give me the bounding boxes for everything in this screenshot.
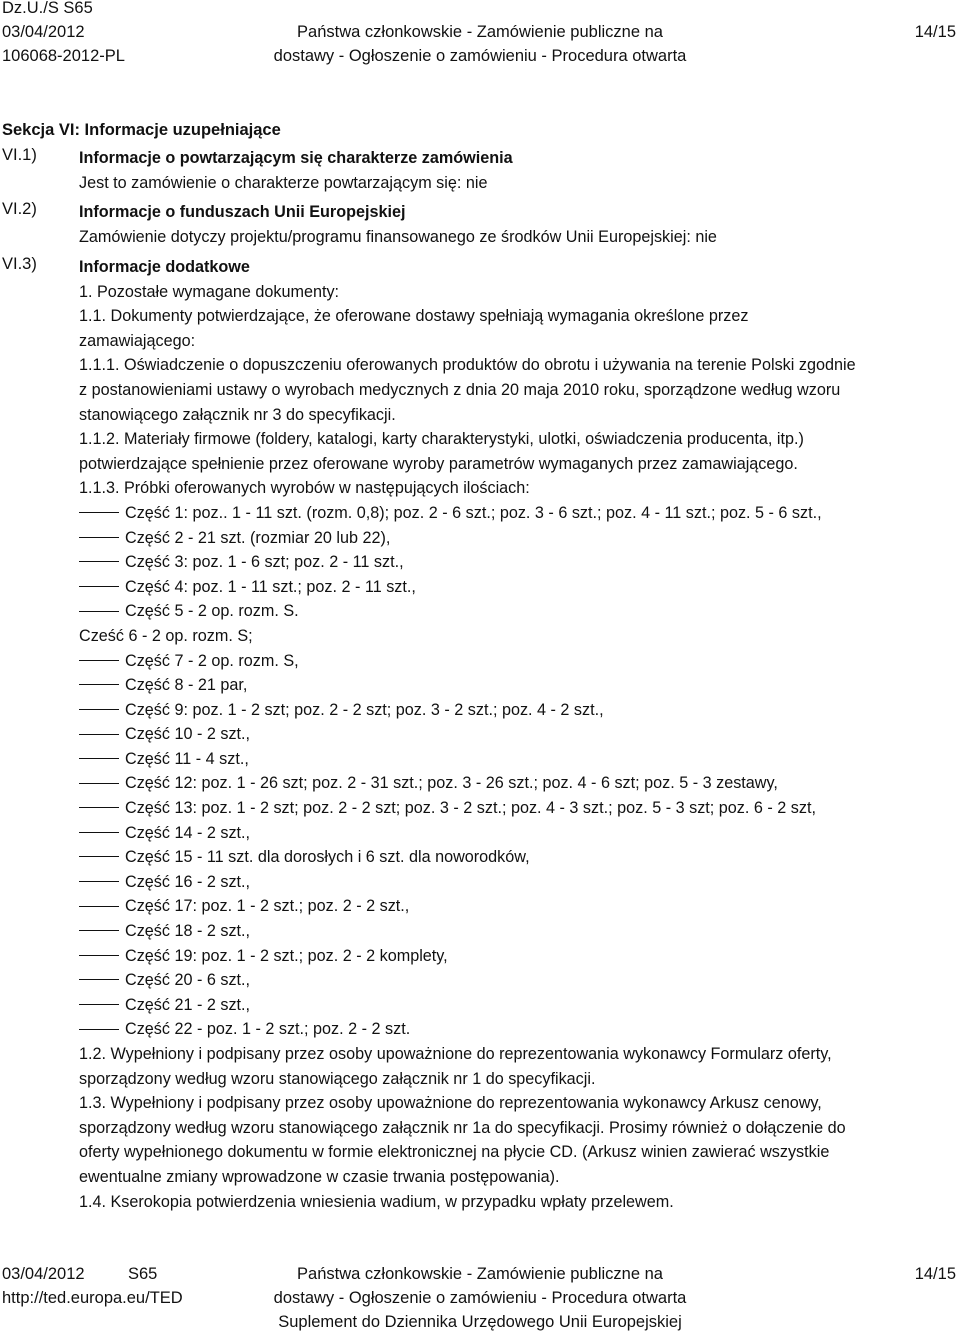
- section-number: VI.1): [2, 146, 37, 164]
- additional-info: [79, 280, 954, 1215]
- line-text: Część 16 - 2 szt.,: [125, 872, 251, 891]
- list-item: [79, 870, 954, 895]
- list-item: [79, 894, 954, 919]
- line-text: Część 10 - 2 szt.,: [125, 725, 251, 744]
- line-text: stanowiącego załącznik nr 3 do specyfikacji.: [79, 405, 396, 424]
- text-line: [79, 1116, 954, 1141]
- line-text: Część 17: poz. 1 - 2 szt.; poz. 2 - 2 szt.,: [125, 897, 410, 916]
- list-item: [79, 698, 954, 723]
- dash-marker: [79, 979, 119, 980]
- line-text: oferty wypełnionego dokumentu w formie elektronicznej na płycie CD. (Arkusz winien zawierać wszystkie: [79, 1143, 830, 1162]
- list-item: [79, 649, 954, 674]
- text-line: [79, 1165, 954, 1190]
- list-item: [79, 796, 954, 821]
- text-line: [79, 624, 954, 649]
- list-item: [79, 501, 954, 526]
- line-text: 1.1.1. Oświadczenie o dopuszczeniu oferowanych produktów do obrotu i używania na terenie Polski zgodnie: [79, 356, 856, 375]
- list-item: [79, 993, 954, 1018]
- text-line: [79, 280, 954, 305]
- line-text: Część 12: poz. 1 - 26 szt; poz. 2 - 31 szt.; poz. 3 - 26 szt.; poz. 4 - 6 szt; poz. 5 - 3 zestawy,: [125, 774, 778, 793]
- list-item: [79, 1017, 954, 1042]
- section-item: [79, 200, 954, 249]
- list-item: [79, 526, 954, 551]
- dash-marker: [79, 660, 119, 661]
- line-text: Część 22 - poz. 1 - 2 szt.; poz. 2 - 2 szt.: [125, 1020, 411, 1039]
- dash-marker: [79, 561, 119, 562]
- text-line: [79, 476, 954, 501]
- notice-number: 106068-2012-PL: [2, 47, 125, 65]
- dash-marker: [79, 832, 119, 833]
- line-text: 1.4. Kserokopia potwierdzenia wniesienia wadium, w przypadku wpłaty przelewem.: [79, 1192, 674, 1211]
- header-title-line1: Państwa członkowskie - Zamówienie publiczne na: [297, 23, 663, 41]
- line-text: 1.1.3. Próbki oferowanych wyrobów w następujących ilościach:: [79, 479, 530, 498]
- text-line: [79, 353, 954, 378]
- dash-marker: [79, 807, 119, 808]
- list-item: [79, 968, 954, 993]
- line-text: Część 2 - 21 szt. (rozmiar 20 lub 22),: [125, 528, 391, 547]
- list-item: [79, 575, 954, 600]
- list-item: [79, 599, 954, 624]
- dash-marker: [79, 856, 119, 857]
- line-text: zamawiającego:: [79, 331, 196, 350]
- dash-marker: [79, 1029, 119, 1030]
- footer-page-number: 14/15: [914, 1265, 956, 1283]
- section-item: [79, 255, 954, 1214]
- dash-marker: [79, 758, 119, 759]
- footer-title-line1: Państwa członkowskie - Zamówienie publiczne na: [297, 1265, 663, 1283]
- dash-marker: [79, 783, 119, 784]
- line-text: Cześć 6 - 2 op. rozm. S;: [79, 626, 253, 645]
- line-text: potwierdzające spełnienie przez oferowane wyroby parametrów wymaganych przez zamawiającego.: [79, 454, 798, 473]
- footer-series: S65: [128, 1265, 158, 1283]
- line-text: Część 19: poz. 1 - 2 szt.; poz. 2 - 2 komplety,: [125, 946, 448, 965]
- line-text: 1.1.2. Materiały firmowe (foldery, katalogi, karty charakterystyki, ulotki, oświadczenia producenta, itp.): [79, 430, 804, 449]
- section-heading: Informacje o powtarzającym się charakterze zamówienia: [79, 149, 513, 167]
- section-heading: Informacje dodatkowe: [79, 258, 250, 276]
- line-text: 1.3. Wypełniony i podpisany przez osoby upoważnione do reprezentowania wykonawcy Arkusz cenowy,: [79, 1094, 822, 1113]
- dash-marker: [79, 930, 119, 931]
- text-line: [79, 427, 954, 452]
- list-item: [79, 845, 954, 870]
- line-text: 1. Pozostałe wymagane dokumenty:: [79, 282, 340, 301]
- line-text: ewentualne zmiany wprowadzone w czasie trwania postępowania).: [79, 1167, 560, 1186]
- line-text: 1.1. Dokumenty potwierdzające, że oferowane dostawy spełniają wymagania określone przez: [79, 307, 749, 326]
- text-line: [79, 304, 954, 329]
- dash-marker: [79, 512, 119, 513]
- line-text: Część 5 - 2 op. rozm. S.: [125, 602, 299, 621]
- footer-date: 03/04/2012: [2, 1265, 85, 1283]
- line-text: Część 21 - 2 szt.,: [125, 995, 251, 1014]
- list-item: [79, 722, 954, 747]
- dash-marker: [79, 955, 119, 956]
- dash-marker: [79, 611, 119, 612]
- list-item: [79, 821, 954, 846]
- text-line: [79, 329, 954, 354]
- line-text: Część 7 - 2 op. rozm. S,: [125, 651, 299, 670]
- text-line: [79, 452, 954, 477]
- footer-title-line2: dostawy - Ogłoszenie o zamówieniu - Procedura otwarta: [273, 1289, 687, 1307]
- section-number: VI.2): [2, 200, 37, 218]
- text-line: [79, 1042, 954, 1067]
- line-text: Część 20 - 6 szt.,: [125, 971, 251, 990]
- line-text: Część 14 - 2 szt.,: [125, 823, 251, 842]
- line-text: Część 3: poz. 1 - 6 szt; poz. 2 - 11 szt.,: [125, 553, 404, 572]
- footer-title-line3: Suplement do Dziennika Urzędowego Unii Europejskiej: [278, 1313, 682, 1331]
- list-item: [79, 944, 954, 969]
- text-line: [79, 1091, 954, 1116]
- list-item: [79, 550, 954, 575]
- header-date: 03/04/2012: [2, 23, 85, 41]
- header-title-line2: dostawy - Ogłoszenie o zamówieniu - Procedura otwarta: [273, 47, 687, 65]
- text-line: [79, 1140, 954, 1165]
- dash-marker: [79, 684, 119, 685]
- line-text: Część 4: poz. 1 - 11 szt.; poz. 2 - 11 szt.,: [125, 577, 416, 596]
- line-text: 1.2. Wypełniony i podpisany przez osoby upoważnione do reprezentowania wykonawcy Formularz oferty,: [79, 1045, 832, 1063]
- dash-marker: [79, 906, 119, 907]
- section-text: Jest to zamówienie o charakterze powtarzającym się: nie: [79, 173, 488, 192]
- text-line: [79, 1190, 954, 1215]
- list-item: [79, 771, 954, 796]
- line-text: sporządzony według wzoru stanowiącego załącznik nr 1a do specyfikacji. Prosimy również o dołączenie do: [79, 1118, 846, 1137]
- section-title: Sekcja VI: Informacje uzupełniające: [2, 121, 281, 139]
- list-item: [79, 673, 954, 698]
- text-line: [79, 1067, 954, 1092]
- dash-marker: [79, 881, 119, 882]
- text-line: [79, 403, 954, 428]
- section-item: [79, 146, 954, 195]
- dash-marker: [79, 709, 119, 710]
- list-item: [79, 747, 954, 772]
- section-text: Zamówienie dotyczy projektu/programu finansowanego ze środków Unii Europejskiej: nie: [79, 227, 717, 246]
- footer-url: http://ted.europa.eu/TED: [2, 1289, 183, 1307]
- journal-ref: Dz.U./S S65: [2, 0, 93, 17]
- line-text: Część 1: poz.. 1 - 11 szt. (rozm. 0,8); poz. 2 - 6 szt.; poz. 3 - 6 szt.; poz. 4 - 11 szt.; poz. 5 - 6 szt.,: [125, 503, 822, 522]
- text-line: [79, 378, 954, 403]
- section-number: VI.3): [2, 255, 37, 273]
- dash-marker: [79, 734, 119, 735]
- line-text: sporządzony według wzoru stanowiącego załącznik nr 1 do specyfikacji.: [79, 1069, 596, 1088]
- line-text: Część 8 - 21 par,: [125, 676, 248, 695]
- dash-marker: [79, 537, 119, 538]
- header-page-number: 14/15: [914, 23, 956, 41]
- line-text: Część 15 - 11 szt. dla dorosłych i 6 szt. dla noworodków,: [125, 848, 530, 867]
- line-text: Część 18 - 2 szt.,: [125, 922, 251, 941]
- dash-marker: [79, 1004, 119, 1005]
- dash-marker: [79, 586, 119, 587]
- list-item: [79, 919, 954, 944]
- line-text: Część 9: poz. 1 - 2 szt; poz. 2 - 2 szt; poz. 3 - 2 szt.; poz. 4 - 2 szt.,: [125, 700, 604, 719]
- line-text: z postanowieniami ustawy o wyrobach medycznych z dnia 20 maja 2010 roku, sporządzone według wzoru: [79, 380, 841, 399]
- section-heading: Informacje o funduszach Unii Europejskiej: [79, 203, 406, 221]
- line-text: Część 11 - 4 szt.,: [125, 749, 249, 768]
- line-text: Część 13: poz. 1 - 2 szt; poz. 2 - 2 szt; poz. 3 - 2 szt.; poz. 4 - 3 szt.; poz. 5 - 3 szt; poz. 6 - 2 szt,: [125, 799, 816, 818]
